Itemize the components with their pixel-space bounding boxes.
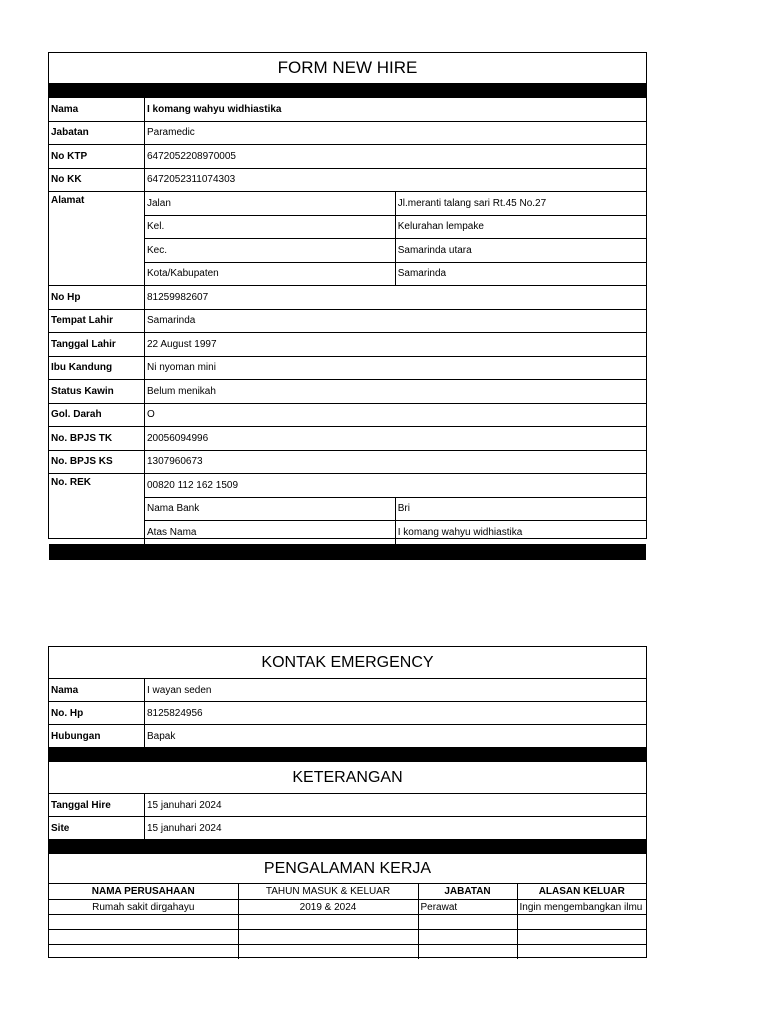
emergency-nama-value[interactable]: I wayan seden: [147, 684, 212, 696]
keterangan-divider-bar: [49, 747, 646, 762]
kota-label: Kota/Kabupaten: [145, 262, 396, 286]
ibu-kandung-label: Ibu Kandung: [49, 356, 145, 380]
row-no-hp: [49, 286, 646, 310]
no-kk-label: No KK: [49, 168, 145, 192]
row-nama: [49, 98, 646, 121]
row-tempat-lahir: [49, 309, 646, 333]
header-alasan-keluar: ALASAN KELUAR: [517, 884, 646, 900]
pengalaman-title: PENGALAMAN KERJA: [49, 854, 646, 884]
site-label: Site: [49, 817, 145, 840]
header-divider-bar: [49, 84, 646, 98]
no-hp-label: No Hp: [49, 286, 145, 310]
jabatan-value[interactable]: Paramedic: [145, 121, 647, 145]
no-rek-label: No. REK: [49, 474, 145, 544]
alasan-cell[interactable]: Ingin mengembangkan ilmu: [517, 900, 646, 915]
footer-divider-bar: [49, 544, 646, 560]
emergency-row-nama: [49, 679, 646, 702]
tanggal-hire-label: Tanggal Hire: [49, 794, 145, 817]
empty-cell[interactable]: [517, 930, 646, 945]
emergency-no-hp-label: No. Hp: [49, 702, 145, 725]
table-row: [49, 945, 646, 960]
empty-cell[interactable]: [418, 915, 517, 930]
tahun-cell[interactable]: 2019 & 2024: [238, 900, 418, 915]
row-no-ktp: [49, 145, 646, 169]
keterangan-title: KETERANGAN: [49, 762, 646, 794]
jabatan-label: Jabatan: [49, 121, 145, 145]
atas-nama-label: Atas Nama: [145, 521, 396, 544]
no-hp-value[interactable]: 81259982607: [145, 286, 647, 310]
emergency-table: [49, 679, 646, 747]
kel-value[interactable]: Kelurahan lempake: [395, 215, 646, 239]
status-kawin-value[interactable]: Belum menikah: [145, 380, 647, 404]
bpjs-ks-label: No. BPJS KS: [49, 450, 145, 474]
nama-value[interactable]: I komang wahyu widhiastika: [147, 103, 282, 115]
keterangan-table: [49, 794, 646, 839]
tempat-lahir-label: Tempat Lahir: [49, 309, 145, 333]
row-jalan: [49, 192, 646, 216]
alamat-label: Alamat: [49, 192, 145, 286]
keterangan-row-site: [49, 817, 646, 840]
tanggal-lahir-value[interactable]: 22 August 1997: [145, 333, 647, 357]
jalan-label: Jalan: [145, 192, 396, 216]
tanggal-hire-value[interactable]: 15 januhari 2024: [147, 799, 222, 811]
emergency-row-hubungan: [49, 725, 646, 748]
nama-bank-label: Nama Bank: [145, 497, 396, 521]
row-no-kk: [49, 168, 646, 192]
table-row: [49, 930, 646, 945]
kec-label: Kec.: [145, 239, 396, 263]
kel-label: Kel.: [145, 215, 396, 239]
emergency-no-hp-value[interactable]: 8125824956: [145, 702, 647, 725]
table-row: [49, 900, 646, 915]
empty-cell[interactable]: [238, 945, 418, 960]
row-ibu-kandung: [49, 356, 646, 380]
bpjs-tk-label: No. BPJS TK: [49, 427, 145, 451]
no-ktp-label: No KTP: [49, 145, 145, 169]
row-no-rek: [49, 474, 646, 498]
empty-cell[interactable]: [49, 930, 238, 945]
no-kk-value[interactable]: 6472052311074303: [145, 168, 647, 192]
new-hire-table: [49, 98, 646, 544]
no-ktp-value[interactable]: 6472052208970005: [145, 145, 647, 169]
bpjs-ks-value[interactable]: 1307960673: [145, 450, 647, 474]
row-bpjs-tk: [49, 427, 646, 451]
jabatan-cell[interactable]: Perawat: [418, 900, 517, 915]
keterangan-row-tanggal-hire: [49, 794, 646, 817]
emergency-nama-label: Nama: [49, 679, 145, 702]
atas-nama-value[interactable]: I komang wahyu widhiastika: [395, 521, 646, 544]
kec-value[interactable]: Samarinda utara: [395, 239, 646, 263]
site-value[interactable]: 15 januhari 2024: [145, 817, 647, 840]
row-jabatan: [49, 121, 646, 145]
pengalaman-divider-bar: [49, 839, 646, 854]
no-rek-value[interactable]: 00820 112 162 1509: [145, 474, 647, 498]
status-kawin-label: Status Kawin: [49, 380, 145, 404]
new-hire-form: [48, 52, 647, 539]
new-hire-title: FORM NEW HIRE: [49, 53, 646, 84]
header-nama-perusahaan: NAMA PERUSAHAAN: [49, 884, 238, 900]
empty-cell[interactable]: [517, 945, 646, 960]
tempat-lahir-value[interactable]: Samarinda: [145, 309, 647, 333]
empty-cell[interactable]: [49, 945, 238, 960]
gol-darah-value[interactable]: O: [145, 403, 647, 427]
gol-darah-label: Gol. Darah: [49, 403, 145, 427]
header-jabatan: JABATAN: [418, 884, 517, 900]
table-row: [49, 915, 646, 930]
empty-cell[interactable]: [418, 945, 517, 960]
emergency-form: [48, 646, 647, 958]
empty-cell[interactable]: [418, 930, 517, 945]
bpjs-tk-value[interactable]: 20056094996: [145, 427, 647, 451]
pengalaman-table: [49, 884, 646, 959]
empty-cell[interactable]: [517, 915, 646, 930]
row-status-kawin: [49, 380, 646, 404]
emergency-title: KONTAK EMERGENCY: [49, 647, 646, 679]
row-tanggal-lahir: [49, 333, 646, 357]
nama-bank-value[interactable]: Bri: [395, 497, 646, 521]
ibu-kandung-value[interactable]: Ni nyoman mini: [145, 356, 647, 380]
perusahaan-cell[interactable]: Rumah sakit dirgahayu: [49, 900, 238, 915]
emergency-hubungan-label: Hubungan: [49, 725, 145, 748]
jalan-value[interactable]: Jl.meranti talang sari Rt.45 No.27: [395, 192, 646, 216]
empty-cell[interactable]: [238, 915, 418, 930]
emergency-hubungan-value[interactable]: Bapak: [145, 725, 647, 748]
row-gol-darah: [49, 403, 646, 427]
row-bpjs-ks: [49, 450, 646, 474]
nama-label: Nama: [49, 98, 145, 121]
kota-value[interactable]: Samarinda: [395, 262, 646, 286]
empty-cell[interactable]: [49, 915, 238, 930]
emergency-row-no-hp: [49, 702, 646, 725]
header-tahun-masuk-keluar: TAHUN MASUK & KELUAR: [238, 884, 418, 900]
empty-cell[interactable]: [238, 930, 418, 945]
tanggal-lahir-label: Tanggal Lahir: [49, 333, 145, 357]
pengalaman-header-row: [49, 884, 646, 900]
